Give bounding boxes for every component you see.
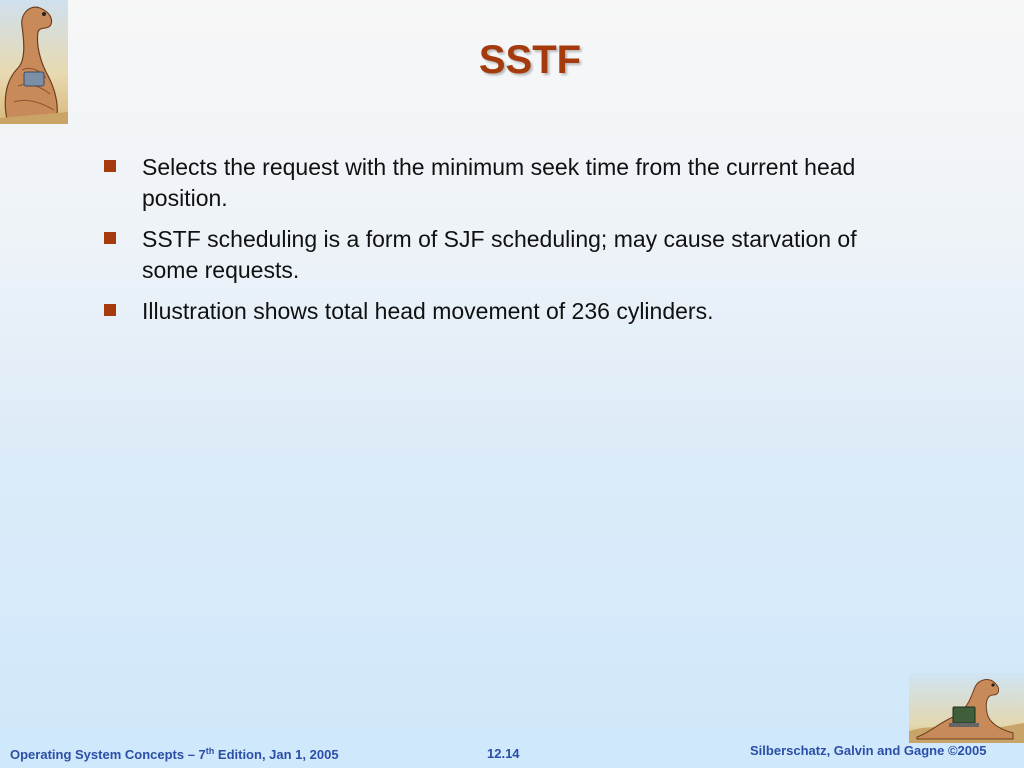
bullet-text: SSTF scheduling is a form of SJF scheduling; may cause starvation of some requests. (142, 226, 857, 283)
slide-title: SSTF (478, 38, 582, 82)
square-bullet-icon (104, 232, 116, 244)
bullet-list (104, 152, 894, 337)
footer-left-superscript: th (205, 746, 215, 756)
footer-left-suffix: Edition, Jan 1, 2005 (214, 747, 339, 762)
bullet-text: Selects the request with the minimum seek time from the current head position. (142, 154, 856, 211)
bullet-item (104, 152, 894, 214)
square-bullet-icon (104, 304, 116, 316)
page-number: 12.14 (487, 746, 520, 761)
bullet-item (104, 224, 894, 286)
footer-course-title (10, 746, 339, 762)
footer-copyright: Silberschatz, Galvin and Gagne ©2005 (750, 743, 987, 758)
bullet-item (104, 296, 894, 327)
dinosaur-logo-bottom (909, 673, 1024, 743)
square-bullet-icon (104, 160, 116, 172)
bullet-text: Illustration shows total head movement of 236 cylinders. (142, 298, 714, 324)
dinosaur-laptop-icon (909, 673, 1024, 743)
footer-left-prefix: Operating System Concepts – 7 (10, 747, 206, 762)
